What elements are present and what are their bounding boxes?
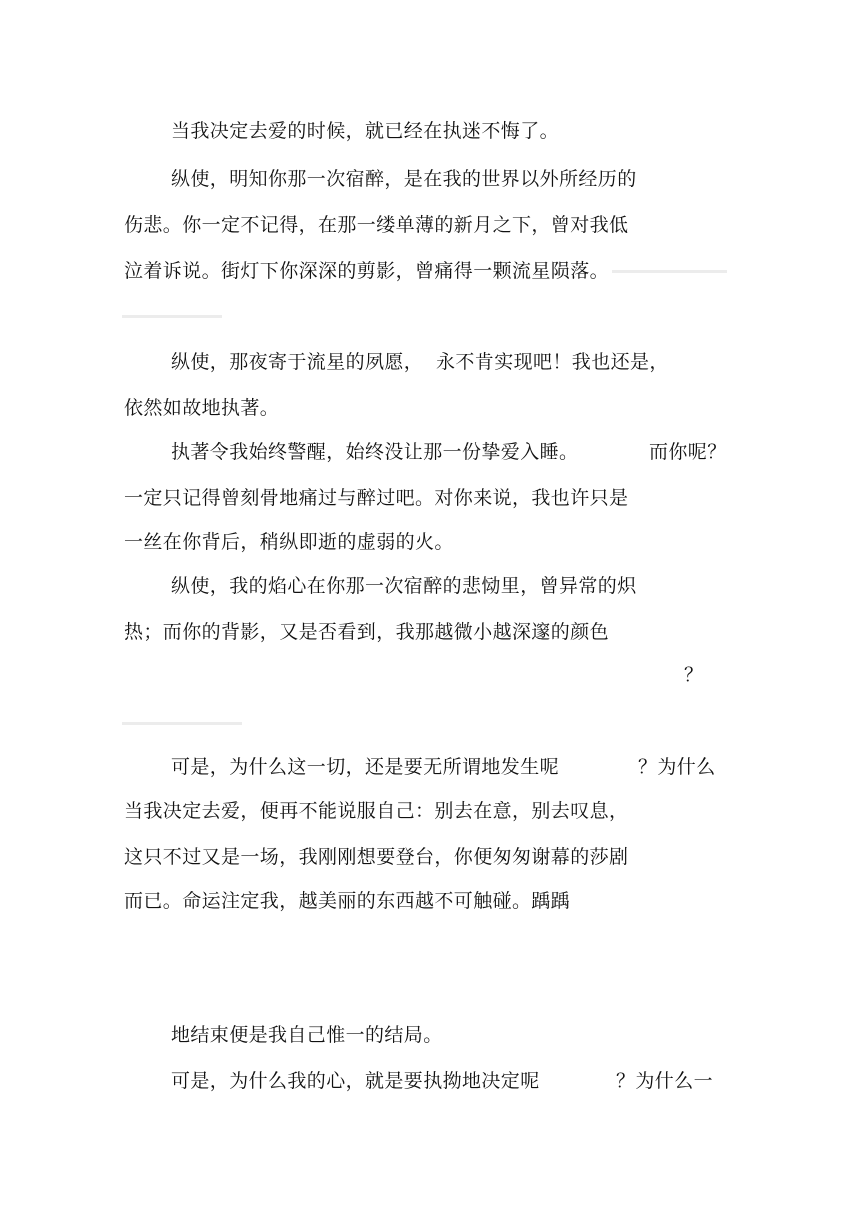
paragraph-line: 而你呢？ [649,441,727,463]
paragraph-line: ？为什么 [638,756,716,778]
paragraph-line: 伤悲。你一定不记得，在那一缕单薄的新月之下，曾对我低 [124,214,629,236]
paragraph-line: 纵使，我的焰心在你那一次宿醉的悲恸里，曾异常的炽 [171,575,637,597]
paragraph-line: 纵使，那夜寄于流星的夙愿， [171,351,424,373]
paragraph-line: 这只不过又是一场，我刚刚想要登台，你便匆匆谢幕的莎剧 [124,846,629,868]
paragraph-line: ？ [684,664,704,686]
paragraph-line: 当我决定去爱的时候，就已经在执迷不悔了。 [171,120,560,142]
paragraph-line: 泣着诉说。街灯下你深深的剪影，曾痛得一颗流星陨落。 [124,260,610,282]
paragraph-line: ？为什么一 [616,1070,714,1092]
scan-artifact [122,315,222,318]
paragraph-line: 热；而你的背影，又是否看到，我那越微小越深邃的颜色 [124,621,610,643]
scan-artifact [612,270,727,273]
paragraph-line: 地结束便是我自己惟一的结局。 [171,1024,443,1046]
paragraph-line: 一定只记得曾刻骨地痛过与醉过吧。对你来说，我也许只是 [124,487,629,509]
paragraph-line: 而已。命运注定我，越美丽的东西越不可触碰。踽踽 [124,890,571,912]
scan-artifact [122,722,242,725]
paragraph-line: 当我决定去爱，便再不能说服自己：别去在意，别去叹息， [124,800,629,822]
paragraph-line: 可是，为什么这一切，还是要无所谓地发生呢 [171,756,560,778]
paragraph-line: 永不肯实现吧！我也还是， [436,351,669,373]
paragraph-line: 依然如故地执著。 [124,397,280,419]
paragraph-line: 纵使，明知你那一次宿醉，是在我的世界以外所经历的 [171,168,637,190]
paragraph-line: 可是，为什么我的心，就是要执拗地决定呢 [171,1070,540,1092]
paragraph-line: 执著令我始终警醒，始终没让那一份挚爱入睡。 [171,441,579,463]
paragraph-line: 一丝在你背后，稍纵即逝的虚弱的火。 [124,531,454,553]
